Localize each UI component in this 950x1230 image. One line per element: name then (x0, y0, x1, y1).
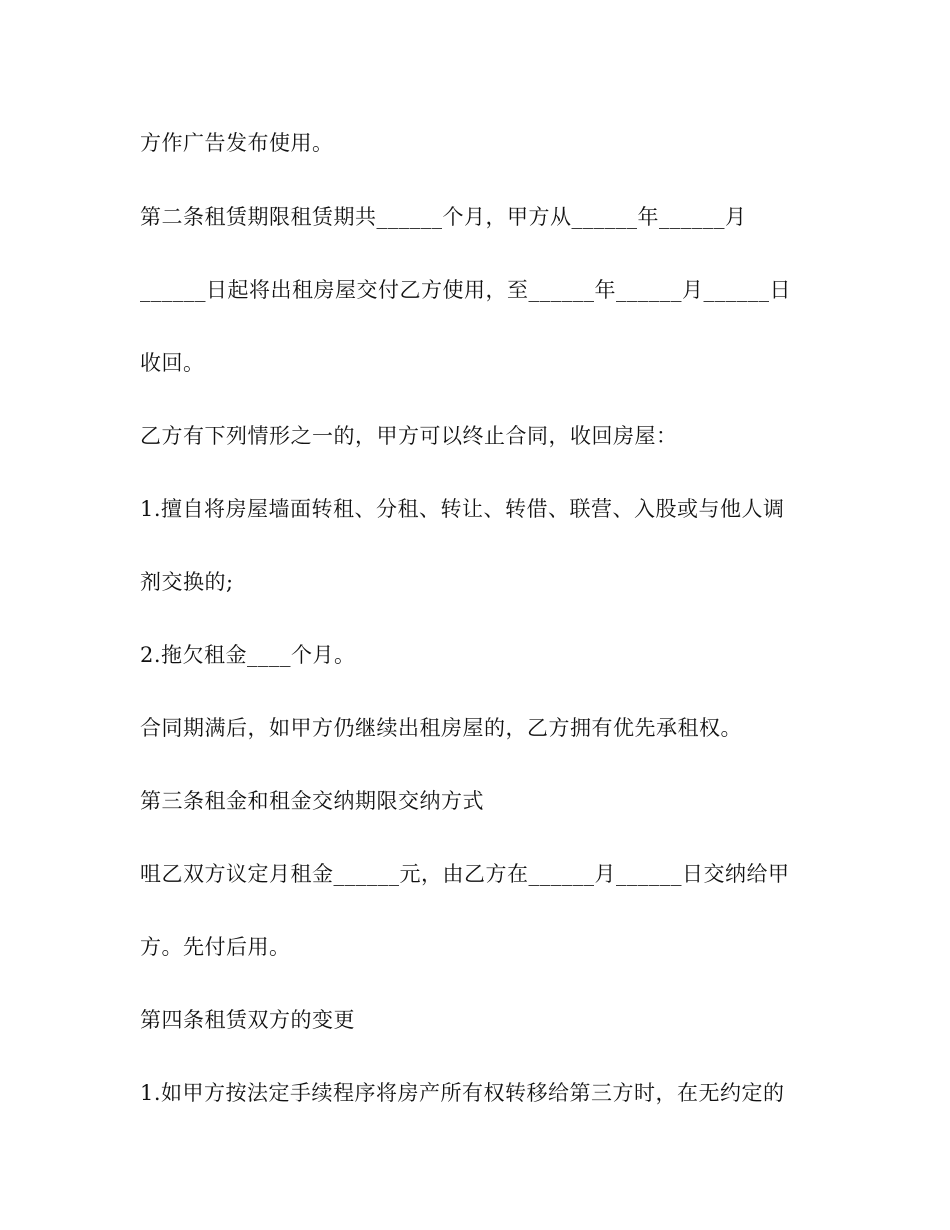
text-line: 1.如甲方按法定手续程序将房产所有权转移给第三方时，在无约定的 (140, 1081, 785, 1105)
text-line: 合同期满后，如甲方仍继续出租房屋的，乙方拥有优先承租权。 (140, 716, 742, 740)
text-line: 第四条租赁双方的变更 (140, 1008, 355, 1032)
text-line: 1.擅自将房屋墙面转租、分租、转让、转借、联营、入股或与他人调 (140, 497, 785, 521)
text-line: 方。先付后用。 (140, 935, 291, 959)
text-line: ______日起将出租房屋交付乙方使用，至______年______月______日 (140, 278, 791, 302)
text-line: 乙方有下列情形之一的，甲方可以终止合同，收回房屋： (140, 424, 678, 448)
text-line: 第三条租金和租金交纳期限交纳方式 (140, 789, 484, 813)
text-line: 2.拖欠租金____个月。 (140, 643, 356, 667)
text-line: 第二条租赁期限租赁期共______个月，甲方从______年______月 (140, 205, 747, 229)
text-line: 方作广告发布使用。 (140, 131, 334, 155)
text-line: 咀乙双方议定月租金______元，由乙方在______月______日交纳给甲 (140, 862, 790, 886)
text-line: 收回。 (140, 351, 205, 375)
text-line: 剂交换的; (140, 570, 234, 594)
